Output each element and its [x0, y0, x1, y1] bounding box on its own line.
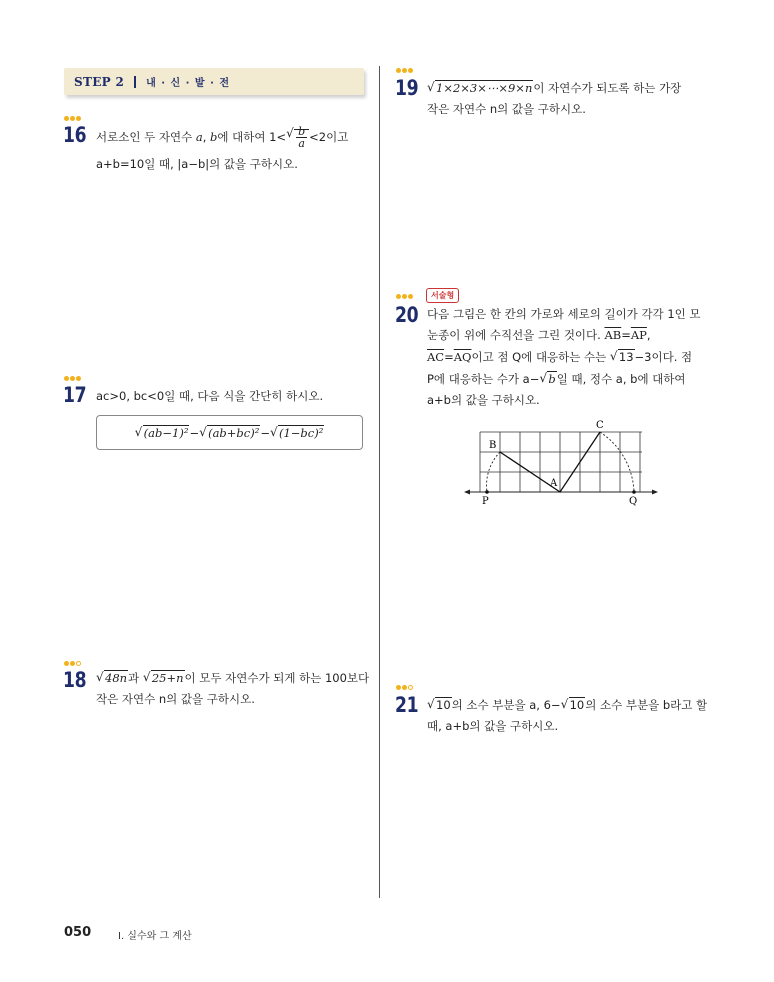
difficulty-dot: [396, 685, 401, 690]
q21-text: 의 소수 부분을 b라고 할: [585, 698, 708, 712]
difficulty-dots: [64, 376, 81, 381]
q19-text: 이 자연수가 되도록 하는 가장: [533, 81, 682, 95]
difficulty-dot: [70, 116, 75, 121]
difficulty-dot: [70, 661, 75, 666]
difficulty-dot: [70, 376, 75, 381]
difficulty-dot: [396, 68, 401, 73]
question-number-20: 20: [395, 303, 419, 327]
page-number: 050: [64, 925, 92, 940]
difficulty-dots: [64, 661, 81, 666]
q20-eq: =: [444, 350, 454, 364]
difficulty-dot-empty: [408, 685, 413, 690]
q20-seg-ac: $\overline{AC}$: [427, 350, 445, 364]
q16-sqrt: [286, 126, 309, 149]
arrow-left-icon: [464, 490, 470, 495]
difficulty-dot: [76, 376, 81, 381]
q16-frac-num: √ b: [298, 125, 306, 138]
q21-text: 의 소수 부분을 a, 6−: [451, 698, 561, 712]
q18-text: 이 모두 자연수가 되게 하는 100보다: [184, 671, 370, 685]
label-a: A: [550, 478, 558, 489]
q17-minus: −: [189, 425, 200, 440]
difficulty-dot: [402, 685, 407, 690]
difficulty-dot: [408, 68, 413, 73]
q18-text: 과: [128, 671, 143, 685]
q21-line2: 때, a+b의 값을 구하시오.: [427, 719, 559, 733]
q20-sqrt-b: √ b: [539, 371, 556, 387]
step-separator: [134, 76, 136, 88]
q16-text: 에 대하여 1<: [217, 130, 287, 144]
difficulty-dot: [64, 661, 69, 666]
grid-lines: [480, 432, 642, 492]
q19-line2: 작은 자연수 n의 값을 구하시오.: [427, 102, 586, 116]
q20-line4: [427, 371, 686, 387]
difficulty-dots: [396, 294, 413, 299]
q17-sqrt-3: √ (1−bc)²: [270, 426, 324, 440]
q20-text: −3이다. 점: [634, 350, 693, 364]
q17-sqrt-2: √ (ab+bc)²: [199, 426, 260, 440]
step-banner: [64, 68, 364, 95]
difficulty-dot: [396, 294, 401, 299]
q16-text: <2이고: [309, 130, 349, 144]
q20-eq: =: [621, 328, 631, 342]
difficulty-dot: [402, 294, 407, 299]
question-number-18: 18: [63, 668, 87, 692]
q17-minus: −: [260, 425, 270, 440]
q20-line2: [427, 327, 651, 343]
q20-line1: 다음 그림은 한 칸의 가로와 세로의 길이가 각각 1인 모: [427, 307, 701, 321]
difficulty-dot: [76, 116, 81, 121]
q17-sqrt-1: √ (ab−1)²: [135, 426, 190, 440]
q20-grid-figure: [462, 414, 662, 510]
q16-line1: [96, 126, 348, 149]
q20-text: 이고 점 Q에 대응하는 수는: [471, 350, 610, 364]
q16-line2: a+b=10일 때, |a−b|의 값을 구하시오.: [96, 157, 298, 171]
q17-line1: ac>0, bc<0일 때, 다음 식을 간단히 하시오.: [96, 389, 324, 403]
label-p: P: [482, 496, 489, 507]
q18-line1: [96, 670, 369, 686]
difficulty-dot-empty: [76, 661, 81, 666]
q16-frac-den: a: [298, 137, 305, 150]
q21-sqrt-1: √ 10: [427, 697, 452, 713]
q16-comma: ,: [202, 130, 211, 144]
q20-line3: [427, 349, 692, 365]
difficulty-dots: [64, 116, 81, 121]
q18-line2: 작은 자연수 n의 값을 구하시오.: [96, 692, 255, 706]
difficulty-dot: [64, 116, 69, 121]
difficulty-dot: [408, 294, 413, 299]
q20-seg-ab: $\overline{AB}$: [604, 328, 622, 342]
q20-text: ,: [646, 328, 651, 342]
q16-var-a: a: [195, 130, 203, 144]
step-label: STEP 2: [74, 74, 125, 89]
difficulty-dot: [402, 68, 407, 73]
label-c: C: [596, 420, 604, 431]
q20-line5: a+b의 값을 구하시오.: [427, 393, 540, 407]
q20-seg-aq: $\overline{AQ}$: [453, 350, 472, 364]
column-divider: [379, 66, 380, 898]
q17-expression-box: [96, 415, 363, 450]
step-title: 내 · 신 · 발 · 전: [146, 78, 231, 89]
difficulty-dots: [396, 68, 413, 73]
essay-badge: 서술형: [426, 288, 459, 303]
question-number-19: 19: [395, 76, 419, 100]
q19-sqrt: √ 1×2×3×⋯×9×n: [427, 80, 533, 96]
question-number-16: 16: [63, 123, 87, 147]
q21-sqrt-2: √ 10: [561, 697, 586, 713]
q20-text: P에 대응하는 수가 a−: [427, 372, 540, 386]
point-p: [485, 490, 489, 494]
q19-line1: [427, 80, 681, 96]
chapter-title: Ⅰ. 실수와 그 계산: [118, 931, 192, 942]
question-number-17: 17: [63, 383, 87, 407]
q18-sqrt-1: √ 48n: [96, 670, 128, 686]
label-q: Q: [629, 496, 638, 507]
question-number-21: 21: [395, 693, 419, 717]
label-b: B: [489, 440, 497, 451]
q18-sqrt-2: √ 25+n: [143, 670, 185, 686]
difficulty-dot: [64, 376, 69, 381]
q21-line1: [427, 697, 707, 713]
point-q: [632, 490, 636, 494]
arc-ac: [600, 432, 634, 492]
difficulty-dots: [396, 685, 413, 690]
q20-text: 눈종이 위에 수직선을 그린 것이다.: [427, 328, 605, 342]
q16-var-b: b: [210, 130, 218, 144]
q16-text: 서로소인 두 자연수: [96, 130, 196, 144]
arrow-right-icon: [652, 490, 658, 495]
q20-sqrt-13: √ 13: [610, 349, 635, 365]
q20-seg-ap: $\overline{AP}$: [630, 328, 647, 342]
q20-text: 일 때, 정수 a, b에 대하여: [556, 372, 686, 386]
